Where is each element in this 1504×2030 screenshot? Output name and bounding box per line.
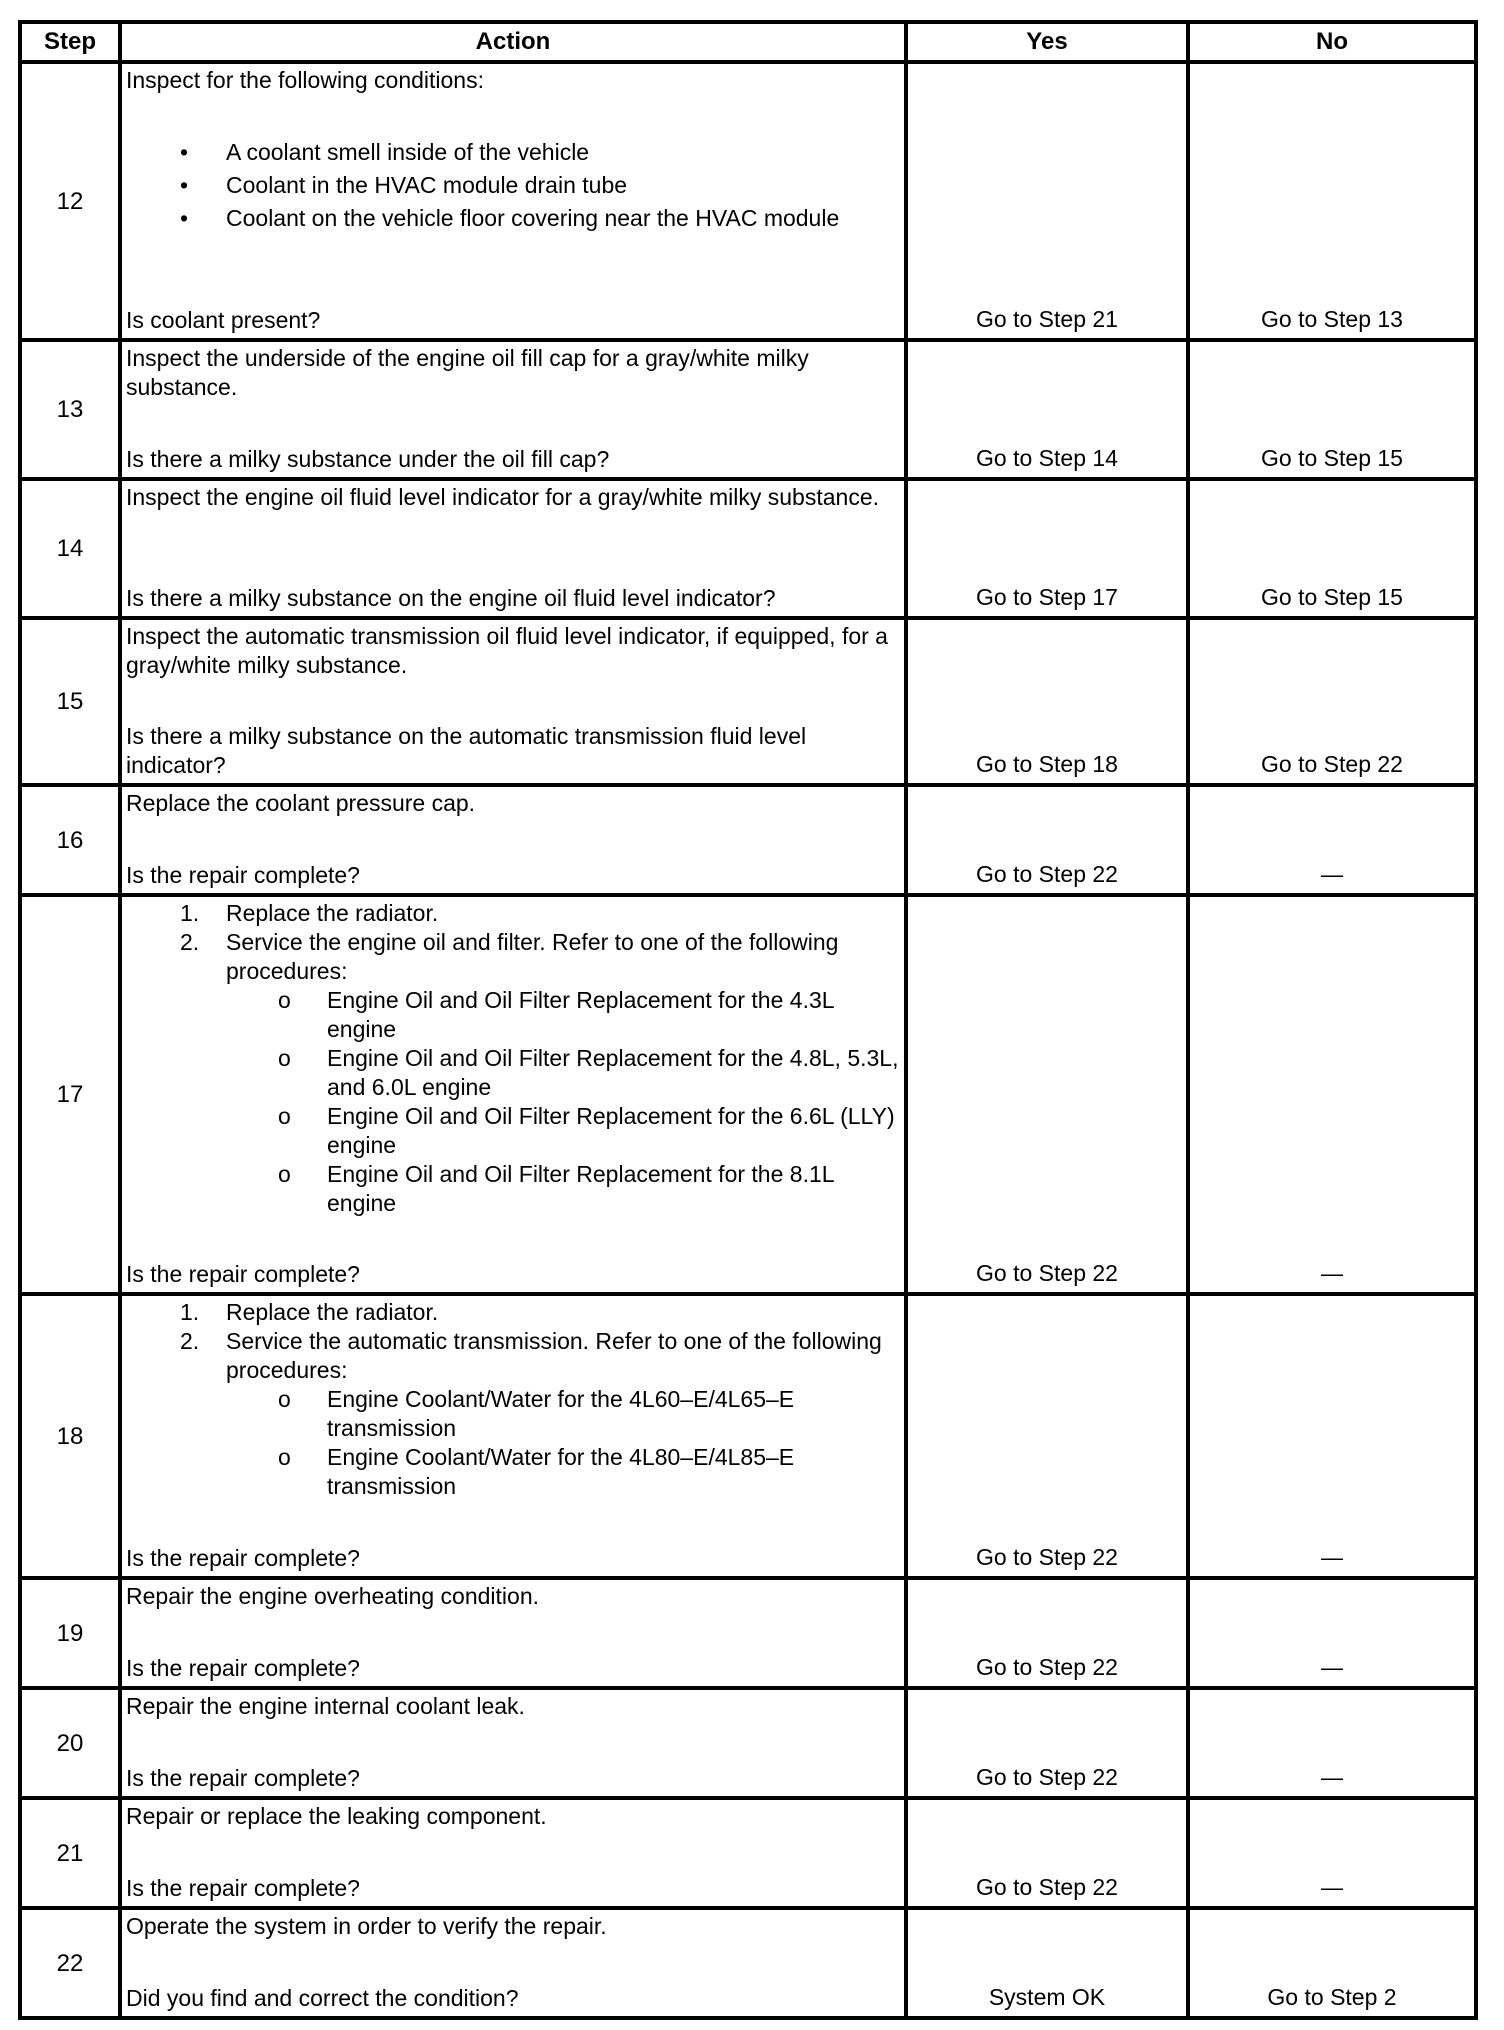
yes-cell: Go to Step 22	[906, 785, 1188, 895]
sub-bullet-marker: o	[278, 1103, 291, 1129]
bullet-marker: •	[180, 139, 189, 165]
no-cell: —	[1188, 1294, 1476, 1578]
action-question: Is the repair complete?	[126, 1261, 360, 1287]
step-number: 12	[20, 62, 120, 340]
no-cell: —	[1188, 1578, 1476, 1688]
diagnostic-table	[18, 20, 1478, 2020]
list-number: 1.	[180, 1299, 200, 1325]
table-row	[20, 1798, 1476, 1908]
procedure-list	[126, 1298, 900, 1501]
sub-bullet-marker: o	[278, 1161, 291, 1187]
action-question: Is coolant present?	[126, 307, 321, 333]
action-question: Did you find and correct the condition?	[126, 1985, 519, 2011]
action-cell	[120, 1798, 906, 1908]
action-question: Is there a milky substance on the automatic transmission fluid level indicator?	[126, 723, 807, 778]
table-row	[20, 62, 1476, 340]
action-cell	[120, 1688, 906, 1798]
action-cell	[120, 1294, 906, 1578]
sub-list-item: o Engine Oil and Oil Filter Replacement for the 6.6L (LLY) engine	[278, 1103, 895, 1158]
header-row	[20, 22, 1476, 62]
header-action: Action	[120, 22, 906, 62]
yes-cell: Go to Step 22	[906, 1294, 1188, 1578]
action-intro: Repair or replace the leaking component.	[126, 1803, 547, 1829]
action-question: Is the repair complete?	[126, 862, 360, 888]
action-cell	[120, 895, 906, 1294]
sub-procedure-list	[226, 986, 900, 1218]
table-row	[20, 785, 1476, 895]
action-question: Is the repair complete?	[126, 1875, 360, 1901]
sub-list-item: o Engine Coolant/Water for the 4L80–E/4L85–E transmission	[278, 1444, 795, 1499]
action-intro: Repair the engine internal coolant leak.	[126, 1693, 525, 1719]
action-question: Is there a milky substance under the oil fill cap?	[126, 446, 610, 472]
diagnostic-table-sheet	[18, 20, 1474, 2020]
step-number: 16	[20, 785, 120, 895]
list-item: 1. Replace the radiator.	[180, 1299, 439, 1325]
step-number: 21	[20, 1798, 120, 1908]
sub-bullet-marker: o	[278, 987, 291, 1013]
action-intro: Repair the engine overheating condition.	[126, 1583, 540, 1609]
table-row	[20, 618, 1476, 785]
no-cell: Go to Step 22	[1188, 618, 1476, 785]
sub-list-item: o Engine Oil and Oil Filter Replacement for the 8.1L engine	[278, 1161, 834, 1216]
step-number: 13	[20, 340, 120, 479]
list-number: 2.	[180, 1328, 200, 1354]
list-item: • A coolant smell inside of the vehicle	[180, 139, 590, 165]
yes-cell: Go to Step 17	[906, 479, 1188, 618]
yes-cell: Go to Step 22	[906, 1688, 1188, 1798]
step-number: 20	[20, 1688, 120, 1798]
list-number: 2.	[180, 929, 200, 955]
action-intro: Inspect the automatic transmission oil fluid level indicator, if equipped, for a gray/white milky substance.	[126, 623, 888, 678]
table-row	[20, 1908, 1476, 2018]
header-no: No	[1188, 22, 1476, 62]
action-cell	[120, 785, 906, 895]
table-row	[20, 1688, 1476, 1798]
action-cell	[120, 1908, 906, 2018]
action-intro: Operate the system in order to verify the repair.	[126, 1913, 607, 1939]
action-intro: Inspect the underside of the engine oil fill cap for a gray/white milky substance.	[126, 345, 809, 400]
sub-bullet-marker: o	[278, 1045, 291, 1071]
condition-list	[126, 138, 900, 233]
no-cell: —	[1188, 1798, 1476, 1908]
table-row	[20, 1294, 1476, 1578]
action-cell	[120, 479, 906, 618]
list-item: • Coolant on the vehicle floor covering near the HVAC module	[180, 205, 840, 231]
list-item: 1. Replace the radiator.	[180, 900, 439, 926]
sub-list-item: o Engine Oil and Oil Filter Replacement for the 4.8L, 5.3L, and 6.0L engine	[278, 1045, 899, 1100]
no-cell: —	[1188, 895, 1476, 1294]
step-number: 17	[20, 895, 120, 1294]
sub-list-item: o Engine Oil and Oil Filter Replacement for the 4.3L engine	[278, 987, 834, 1042]
bullet-marker: •	[180, 172, 189, 198]
sub-procedure-list	[226, 1385, 900, 1501]
yes-cell: Go to Step 14	[906, 340, 1188, 479]
list-item: 2. Service the automatic transmission. Refer to one of the following procedures: o Engine Coolant/Water for the 4L60–E/4L65–E transmission o Engine Coolant/Water for the 4L80–E/4L85–E transmission	[126, 1327, 900, 1501]
yes-cell: Go to Step 22	[906, 895, 1188, 1294]
action-intro: Replace the coolant pressure cap.	[126, 790, 476, 816]
yes-cell: Go to Step 18	[906, 618, 1188, 785]
table-row	[20, 340, 1476, 479]
yes-cell: Go to Step 22	[906, 1578, 1188, 1688]
action-intro: Inspect for the following conditions:	[126, 67, 484, 93]
sub-bullet-marker: o	[278, 1444, 291, 1470]
list-item: 2. Service the engine oil and filter. Refer to one of the following procedures: o Engine Oil and Oil Filter Replacement for the 4.3L engine o Engine Oil and Oil Filter Replacement for the 4.8L, 5.3L, and 6.0L engine o Engine Oil and Oil Filter Replacement for the 6.6L (LLY) engine o Engine Oil and Oil Filter Replacement for the 8.1L engine	[180, 929, 899, 1216]
no-cell: Go to Step 15	[1188, 340, 1476, 479]
list-item: • Coolant in the HVAC module drain tube	[180, 172, 628, 198]
action-cell	[120, 1578, 906, 1688]
header-step: Step	[20, 22, 120, 62]
bullet-marker: •	[180, 205, 189, 231]
no-cell: —	[1188, 785, 1476, 895]
action-question: Is the repair complete?	[126, 1655, 360, 1681]
step-number: 18	[20, 1294, 120, 1578]
step-number: 14	[20, 479, 120, 618]
yes-cell: System OK	[906, 1908, 1188, 2018]
table-row	[20, 479, 1476, 618]
step-number: 22	[20, 1908, 120, 2018]
action-question: Is the repair complete?	[126, 1765, 360, 1791]
no-cell: Go to Step 13	[1188, 62, 1476, 340]
sub-bullet-marker: o	[278, 1386, 291, 1412]
action-cell	[120, 618, 906, 785]
procedure-list	[126, 899, 900, 1218]
no-cell: —	[1188, 1688, 1476, 1798]
table-row	[20, 1578, 1476, 1688]
table-row	[20, 895, 1476, 1294]
no-cell: Go to Step 15	[1188, 479, 1476, 618]
action-question: Is the repair complete?	[126, 1545, 360, 1571]
list-number: 1.	[180, 900, 200, 926]
header-yes: Yes	[906, 22, 1188, 62]
action-cell	[120, 62, 906, 340]
step-number: 15	[20, 618, 120, 785]
step-number: 19	[20, 1578, 120, 1688]
action-cell	[120, 340, 906, 479]
yes-cell: Go to Step 22	[906, 1798, 1188, 1908]
yes-cell: Go to Step 21	[906, 62, 1188, 340]
action-intro: Inspect the engine oil fluid level indicator for a gray/white milky substance.	[126, 484, 880, 510]
action-question: Is there a milky substance on the engine oil fluid level indicator?	[126, 585, 776, 611]
sub-list-item: o Engine Coolant/Water for the 4L60–E/4L65–E transmission	[278, 1386, 795, 1441]
no-cell: Go to Step 2	[1188, 1908, 1476, 2018]
